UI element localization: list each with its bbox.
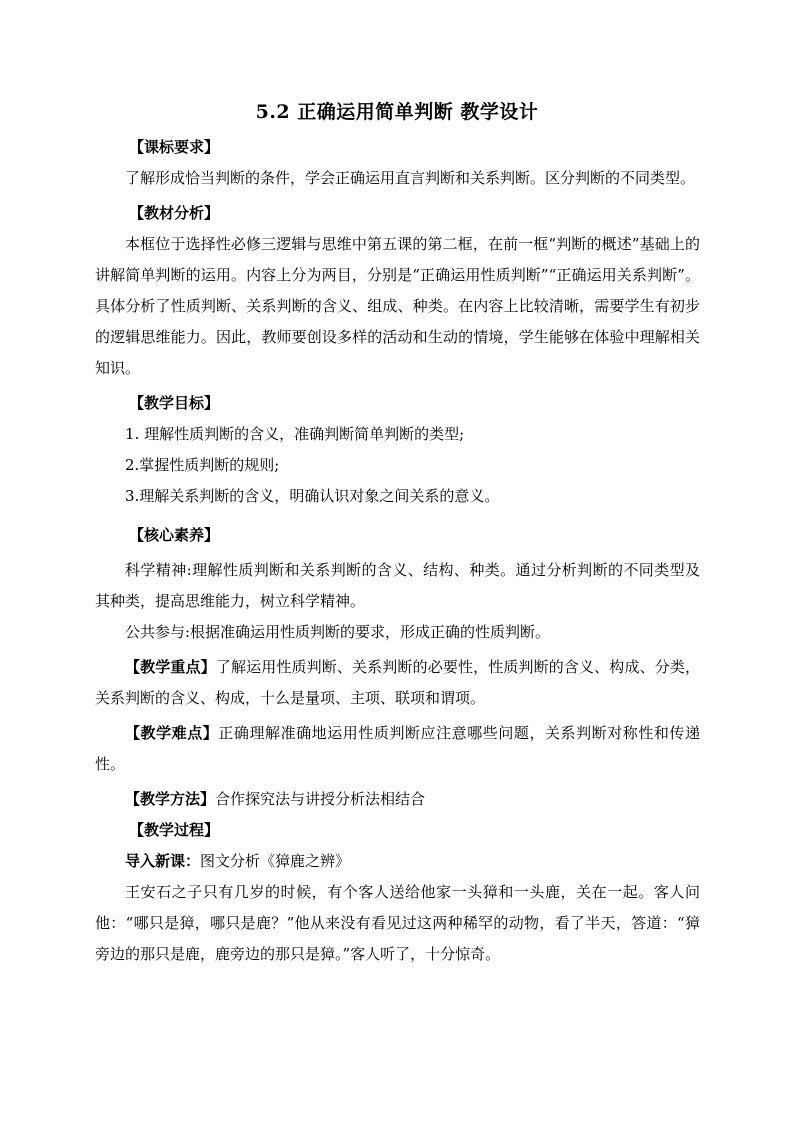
key-points-text: 了解运用性质判断、关系判断的必要性，性质判断的含义、构成、分类，关系判断的含义、构成，十么是量项、主项、联项和谓项。 <box>95 658 700 707</box>
key-points-paragraph <box>95 652 700 714</box>
document-body <box>95 132 700 970</box>
section-heading-process: 【教学过程】 <box>129 821 220 839</box>
intro-paragraph <box>95 846 700 877</box>
goal-item-2: 2.掌握性质判断的规则; <box>125 456 280 474</box>
methods-paragraph <box>95 784 700 815</box>
difficulties-text: 正确理解准确地运用性质判断应注意哪些问题，关系判断对称性和传递性。 <box>95 724 700 773</box>
section-heading-goals: 【教学目标】 <box>129 394 220 412</box>
intro-label: 导入新课： <box>125 852 201 870</box>
methods-label: 【教学方法】 <box>125 790 216 808</box>
analysis-text: 本框位于选择性必修三逻辑与思维中第五课的第二框，在前一框“判断的概述”基础上的讲解简单判断的运用。内容上分为两目，分别是“正确运用性质判断”“正确运用关系判断”。具体分析了性质判断、关系判断的含义、组成、种类。在内容上比较清晰，需要学生有初步的逻辑思维能力。因此，教师要创设多样的活动和生动的情境，学生能够在体验中理解相关知识。 <box>95 235 700 377</box>
curriculum-text: 了解形成恰当判断的条件，学会正确运用直言判断和关系判断。区分判断的不同类型。 <box>125 169 696 187</box>
methods-text: 合作探究法与讲授分析法相结合 <box>215 790 426 808</box>
difficulties-paragraph <box>95 718 700 780</box>
goal-item-1: 1. 理解性质判断的含义，准确判断简单判断的类型; <box>125 425 465 443</box>
document-title: 5.2 正确运用简单判断 教学设计 <box>255 101 539 123</box>
section-heading-curriculum: 【课标要求】 <box>129 138 220 156</box>
key-points-label: 【教学重点】 <box>125 658 216 676</box>
intro-text: 图文分析《獐鹿之辨》 <box>200 852 351 870</box>
section-heading-literacy: 【核心素养】 <box>129 526 220 544</box>
story-text: 王安石之子只有几岁的时候，有个客人送给他家一头獐和一头鹿，关在一起。客人问他：“哪只是獐，哪只是鹿？”他从来没有看见过这两种稀罕的动物，看了半天，答道：“獐旁边的那只是鹿，鹿旁边的那只是獐。”客人听了，十分惊奇。 <box>95 883 700 963</box>
section-heading-analysis: 【教材分析】 <box>129 204 220 222</box>
literacy-science-text: 科学精神:理解性质判断和关系判断的含义、结构、种类。通过分析判断的不同类型及其种类，提高思维能力，树立科学精神。 <box>95 561 700 610</box>
goal-item-3: 3.理解关系判断的含义，明确认识对象之间关系的意义。 <box>125 487 500 505</box>
literacy-public-text: 公共参与:根据准确运用性质判断的要求，形成正确的性质判断。 <box>125 623 551 641</box>
difficulties-label: 【教学难点】 <box>125 724 219 742</box>
